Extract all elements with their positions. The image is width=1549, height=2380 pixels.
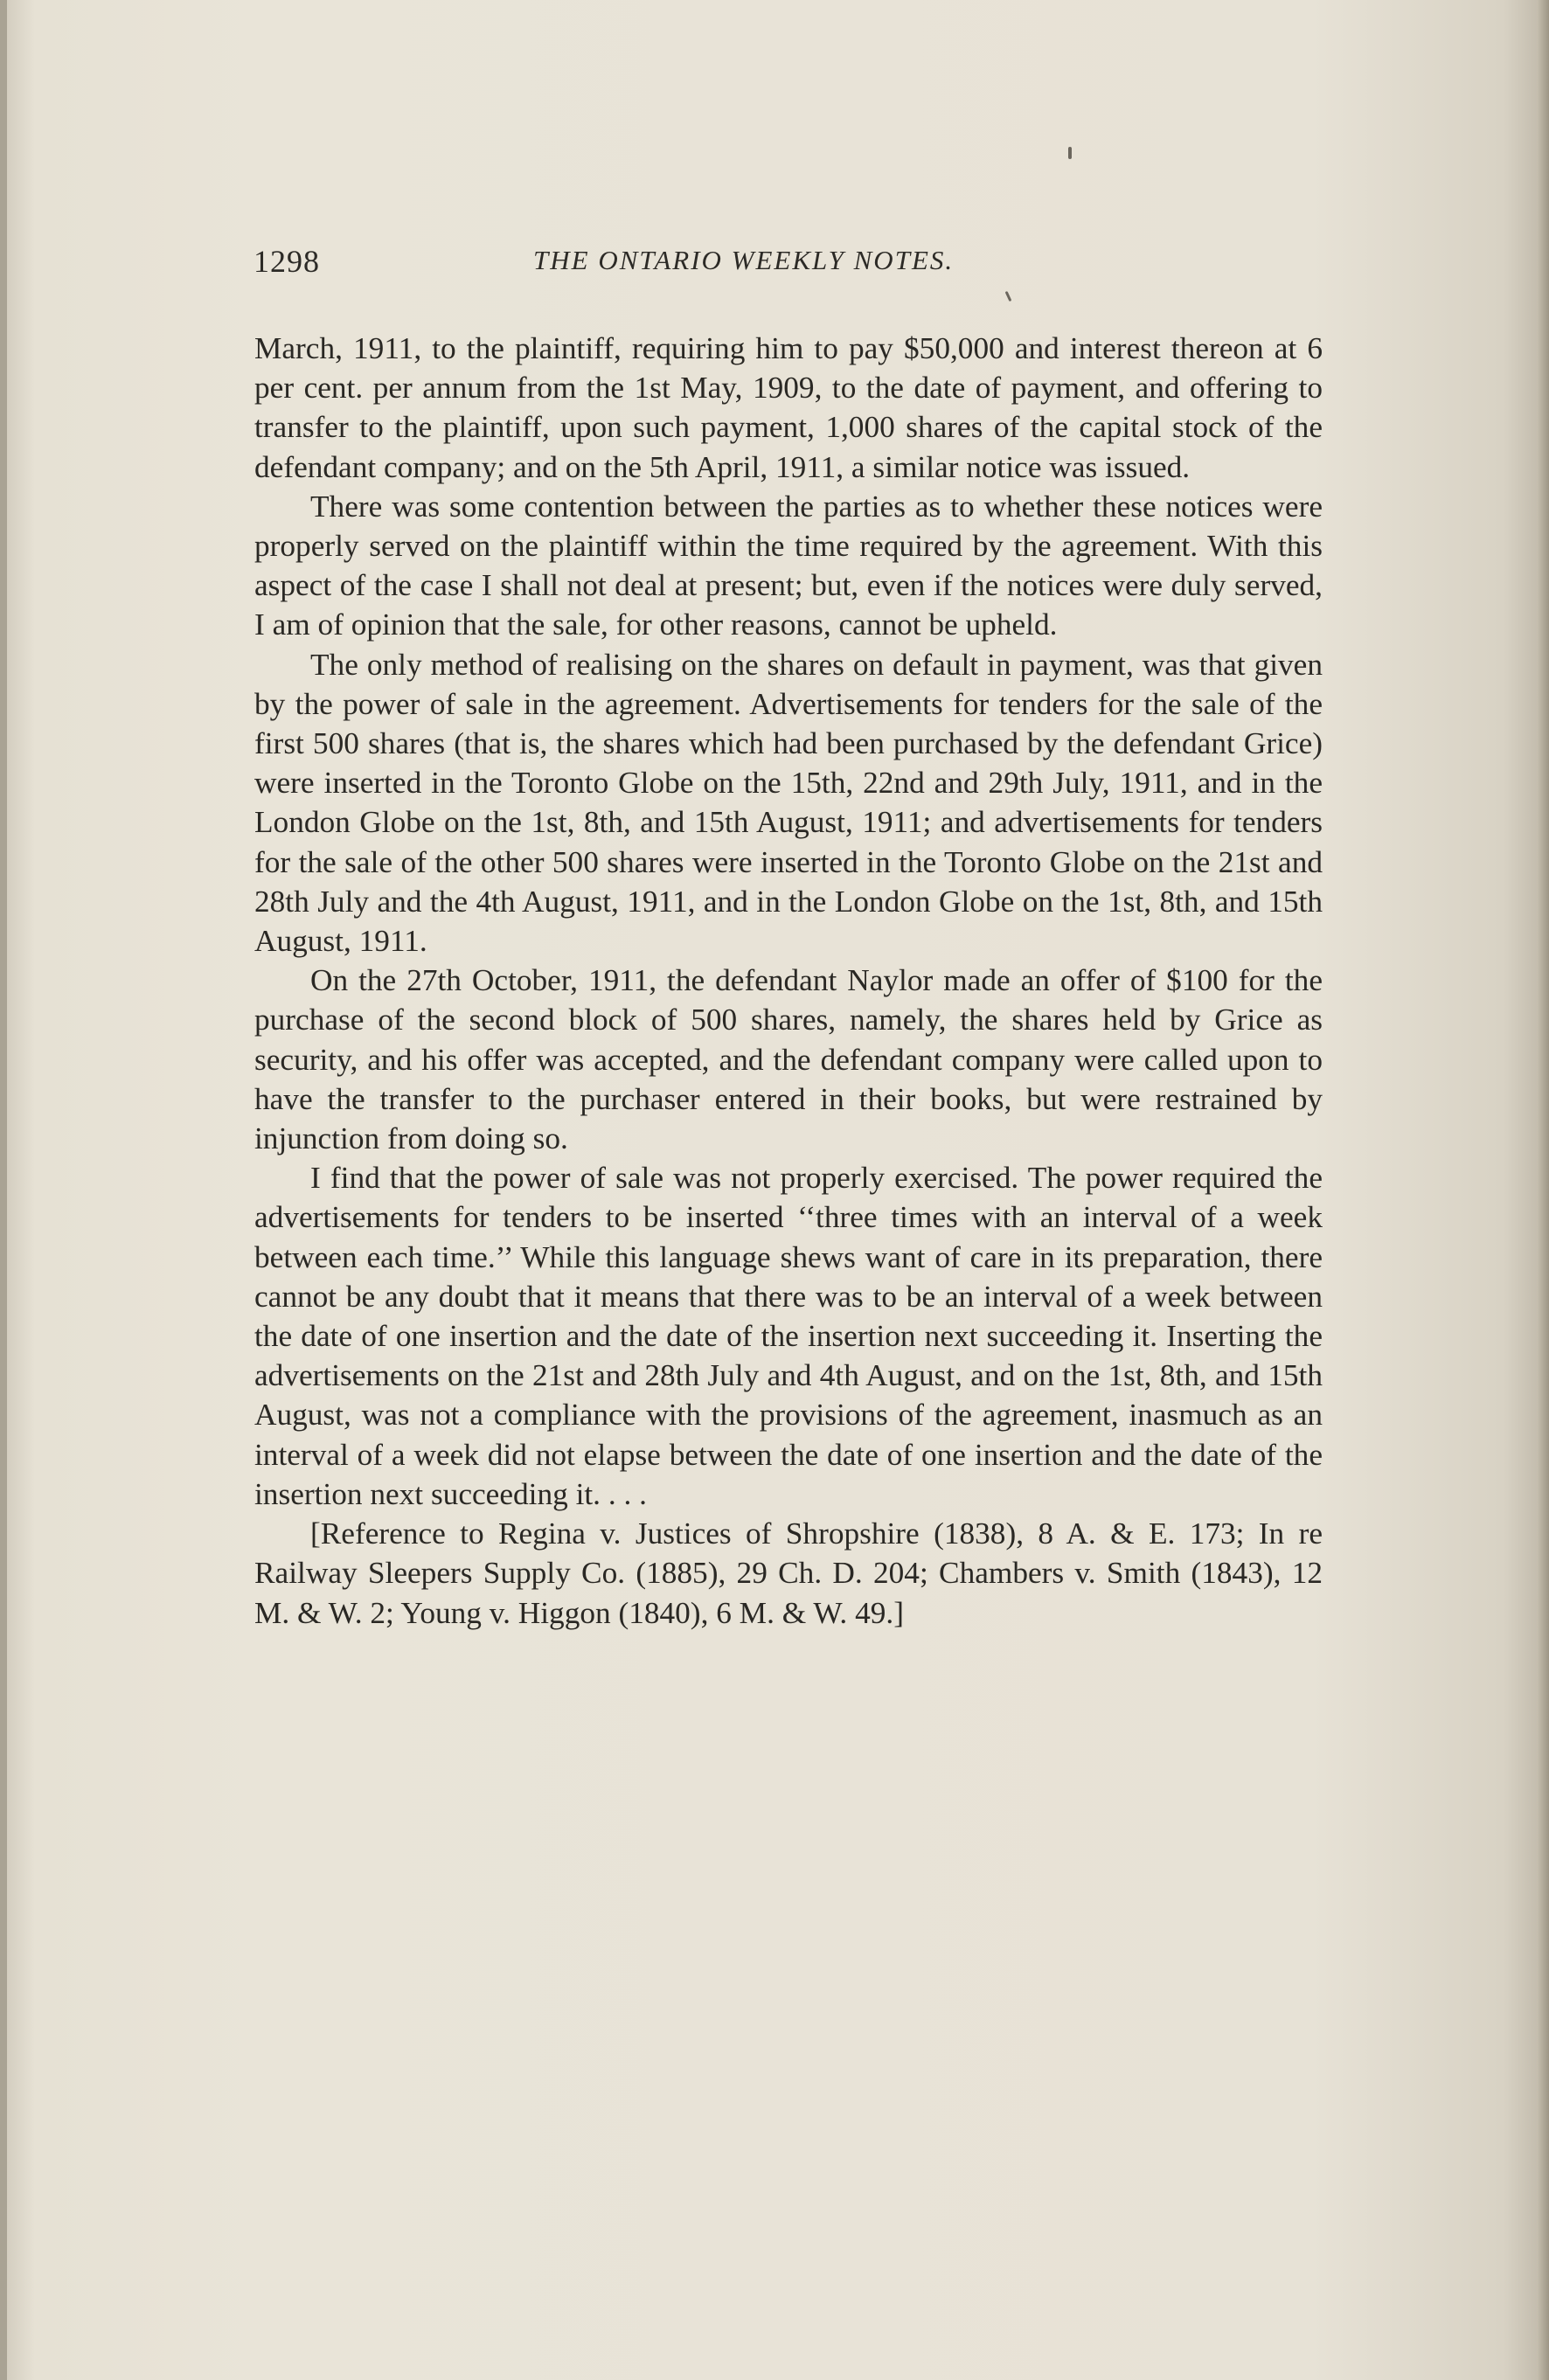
paragraph-references: [Reference to Regina v. Justices of Shropshire (1838), 8 A. & E. 173; In re Railway Sleepers Supply Co. (1885), 29 Ch. D. 204; Chambers v. Smith (1843), 12 M. & W. 2; Young v. Higgon (1840), 6 M. & W. 49.] <box>254 1516 1323 1630</box>
paragraph: I find that the power of sale was not properly exercised. The power required the advertisements for tenders to be inserted ‘‘three times with an interval of a week between each time.’’ While this language shews want of care in its preparation, there cannot be any doubt that it means that there was to be an interval of a week between the date of one insertion and the date of the insertion next succeeding it. Inserting the advertisements on the 21st and 28th July and 4th August, and on the 1st, 8th, and 15th August, was not a compliance with the provisions of the agreement, inasmuch as an interval of a week did not elapse between the date of one insertion and the date of the insertion next succeeding it. . . . <box>254 1161 1323 1511</box>
page-right-edge <box>1537 0 1549 2380</box>
paragraph-continuation: March, 1911, to the plaintiff, requiring him to pay $50,000 and interest thereon at 6 per cent. per annum from the 1st May, 1909, to the date of payment, and offering to transfer to the plaintiff, upon such payment, 1,000 shares of the capital stock of the defendant company; and on the 5th April, 1911, a similar notice was issued. <box>254 331 1323 484</box>
paragraph: On the 27th October, 1911, the defendant Naylor made an offer of $100 for the purchase of the second block of 500 shares, namely, the shares held by Grice as security, and his offer was accepted, and the defendant company were called upon to have the transfer to the purchaser entered in their books, but were restrained by injunction from doing so. <box>254 963 1323 1156</box>
body-text <box>254 329 1323 1633</box>
stray-ink-mark <box>1005 291 1012 302</box>
running-head: THE ONTARIO WEEKLY NOTES. <box>533 245 955 275</box>
page-left-edge <box>0 0 7 2380</box>
paragraph: There was some contention between the parties as to whether these notices were properly served on the plaintiff within the time required by the agreement. With this aspect of the case I shall not deal at present; but, even if the notices were duly served, I am of opinion that the sale, for other reasons, cannot be upheld. <box>254 489 1323 642</box>
stray-ink-mark <box>1068 147 1072 159</box>
page-header <box>254 243 1329 292</box>
page-number: 1298 <box>254 244 320 279</box>
paragraph: The only method of realising on the shares on default in payment, was that given by the power of sale in the agreement. Advertisements for tenders for the sale of the first 500 shares (that is, the shares which had been purchased by the defendant Grice) were inserted in the Toronto Globe on the 15th, 22nd and 29th July, 1911, and in the London Globe on the 1st, 8th, and 15th August, 1911; and advertisements for tenders for the sale of the other 500 shares were inserted in the Toronto Globe on the 21st and 28th July and the 4th August, 1911, and in the London Globe on the 1st, 8th, and 15th August, 1911. <box>254 647 1323 959</box>
